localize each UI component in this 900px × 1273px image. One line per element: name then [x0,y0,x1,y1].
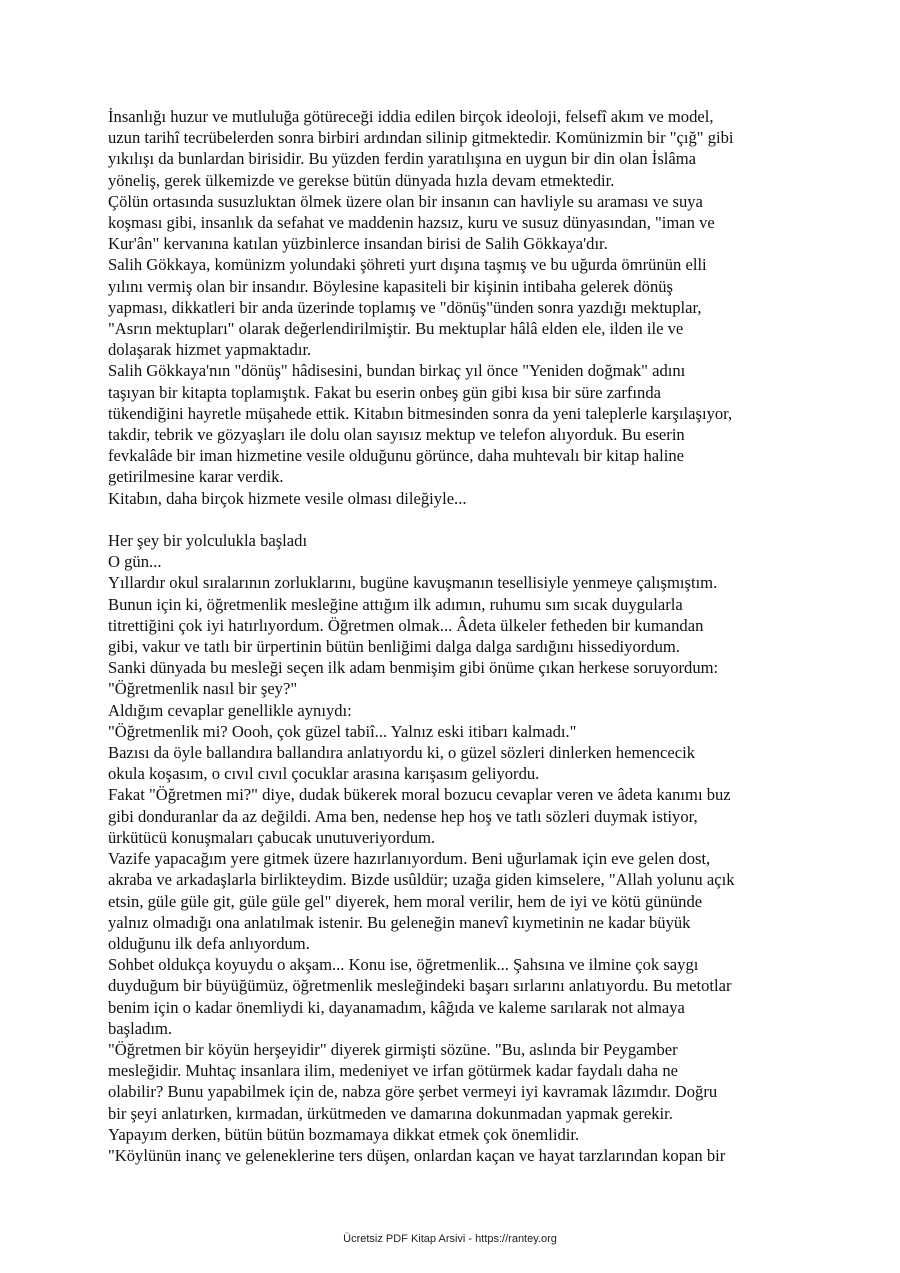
text-line: "Köylünün inanç ve geleneklerine ters düşen, onlardan kaçan ve hayat tarzlarından kopan bir [108,1145,726,1165]
text-line: "Öğretmen bir köyün herşeyidir" diyerek girmişti sözüne. "Bu, aslında bir Peygamber [108,1039,678,1059]
text-line: Yapayım derken, bütün bütün bozmamaya dikkat etmek çok önemlidir. [108,1124,580,1144]
text-line: duyduğum bir büyüğümüz, öğretmenlik mesleğindeki başarı sırlarını anlatıyordu. Bu metotlar [108,976,732,996]
text-line: "Öğretmenlik mi? Oooh, çok güzel tabiî... Yalnız eski itibarı kalmadı." [108,721,577,741]
text-line: "Öğretmenlik nasıl bir şey?" [108,679,298,699]
text-line: Kitabın, daha birçok hizmete vesile olması dileğiyle... [108,488,467,508]
text-line: getirilmesine karar verdik. [108,467,284,487]
text-line: akraba ve arkadaşlarla birlikteydim. Bizde usûldür; uzağa giden kimselere, "Allah yolunu açık [108,870,735,890]
text-line: Vazife yapacağım yere gitmek üzere hazırlanıyordum. Beni uğurlamak için eve gelen dost, [108,849,711,869]
text-line: Bazısı da öyle ballandıra ballandıra anlatıyordu ki, o güzel sözleri dinlerken hemencecik [108,743,696,763]
text-line: bir şeyi anlatırken, kırmadan, ürkütmeden ve damarına dokunmadan yapmak gerekir. [108,1103,673,1123]
text-line: başladım. [108,1018,173,1038]
text-line: Bunun için ki, öğretmenlik mesleğine attığım ilk adımın, ruhumu sım sıcak duygularla [108,594,683,614]
text-line: yıkılışı da bunlardan birisidir. Bu yüzden ferdin yaratılışına en uygun bir din olan İslâma [108,149,697,169]
text-line: titrettiğini çok iyi hatırlıyordum. Öğretmen olmak... Âdeta ülkeler fetheden bir kumandan [108,615,704,635]
text-line: dolaşarak hizmet yapmaktadır. [108,340,312,360]
text-line: Aldığım cevaplar genellikle aynıydı: [108,700,352,720]
document-body [108,106,808,1166]
text-line: olduğunu ilk defa anlıyordum. [108,933,310,953]
text-line: yalnız olmadığı ona anlatılmak istenir. Bu geleneğin manevî kıymetinin ne kadar büyük [108,912,691,932]
text-line: takdir, tebrik ve gözyaşları ile dolu olan sayısız mektup ve telefon alıyorduk. Bu eserin [108,425,685,445]
text-line: Fakat "Öğretmen mi?" diye, dudak bükerek moral bozucu cevaplar veren ve âdeta kanımı buz [108,785,731,805]
text-line: koşması gibi, insanlık da sefahat ve maddenin hazsız, kuru ve susuz dünyasından, "iman ve [108,213,715,233]
text-line: gibi donduranlar da az değildi. Ama ben, nedense hep hoş ve tatlı sözleri duymak istiyor, [108,806,698,826]
text-line: ürkütücü konuşmaları çabucak unutuveriyordum. [108,827,436,847]
text-line: Salih Gökkaya'nın "dönüş" hâdisesini, bundan birkaç yıl önce "Yeniden doğmak" adını [108,361,686,381]
text-line: Salih Gökkaya, komünizm yolundaki şöhreti yurt dışına taşmış ve bu uğurda ömrünün elli [108,255,707,275]
text-line: O gün... [108,552,162,572]
text-line: taşıyan bir kitapta toplamıştık. Fakat bu eserin onbeş gün gibi kısa bir süre zarfında [108,382,661,402]
text-line: gibi, vakur ve tatlı bir ürpertinin bütün benliğimi dalga dalga sardığını hissediyordum. [108,637,680,657]
text-line: yapması, dikkatleri bir anda üzerinde toplamış ve "dönüş"ünden sonra yazdığı mektuplar, [108,297,702,317]
text-line: yöneliş, gerek ülkemizde ve gerekse bütün dünyada hızla devam etmektedir. [108,170,615,190]
text-line: Yıllardır okul sıralarının zorluklarını, bugüne kavuşmanın tesellisiyle yenmeye çalışmıştım. [108,573,718,593]
text-line: "Asrın mektupları" olarak değerlendirilmiştir. Bu mektuplar hâlâ elden ele, ilden ile ve [108,319,684,339]
text-line: tükendiğini hayretle müşahede ettik. Kitabın bitmesinden sonra da yeni taleplerle karşılaşıyor, [108,403,733,423]
text-line: mesleğidir. Muhtaç insanlara ilim, medeniyet ve irfan götürmek kadar faydalı daha ne [108,1061,678,1081]
text-line: fevkalâde bir iman hizmetine vesile olduğunu görünce, daha muhtevalı bir kitap haline [108,446,684,466]
text-line: Kur'ân" kervanına katılan yüzbinlerce insandan birisi de Salih Gökkaya'dır. [108,234,608,254]
text-line: olabilir? Bunu yapabilmek için de, nabza göre şerbet vermeyi iyi kavramak lâzımdır. Doğru [108,1082,718,1102]
text-line: Çölün ortasında susuzluktan ölmek üzere olan bir insanın can havliyle su araması ve suya [108,191,703,211]
page-footer: Ücretsiz PDF Kitap Arsivi - https://rantey.org [343,1233,557,1245]
text-line: Her şey bir yolculukla başladı [108,531,308,551]
text-line: uzun tarihî tecrübelerden sonra birbiri ardından silinip gitmektedir. Komünizmin bir "çığ" gibi [108,128,734,148]
blank-line [108,509,808,530]
text-line: Sanki dünyada bu mesleği seçen ilk adam benmişim gibi önüme çıkan herkese soruyordum: [108,658,719,678]
text-line: etsin, güle güle git, güle güle gel" diyerek, hem moral verilir, hem de iyi ve kötü gününde [108,891,703,911]
text-line: İnsanlığı huzur ve mutluluğa götüreceği iddia edilen birçok ideoloji, felsefî akım ve model, [108,107,714,126]
text-line: benim için o kadar önemliydi ki, dayanamadım, kâğıda ve kaleme sarılarak not almaya [108,997,685,1017]
text-line: yılını vermiş olan bir insandır. Böylesine kapasiteli bir kişinin intibaha gelerek dönüş [108,276,674,296]
text-line: Sohbet oldukça koyuydu o akşam... Konu ise, öğretmenlik... Şahsına ve ilmine çok saygı [108,955,699,975]
text-line: okula koşasım, o cıvıl cıvıl çocuklar arasına karışasım geliyordu. [108,764,540,784]
